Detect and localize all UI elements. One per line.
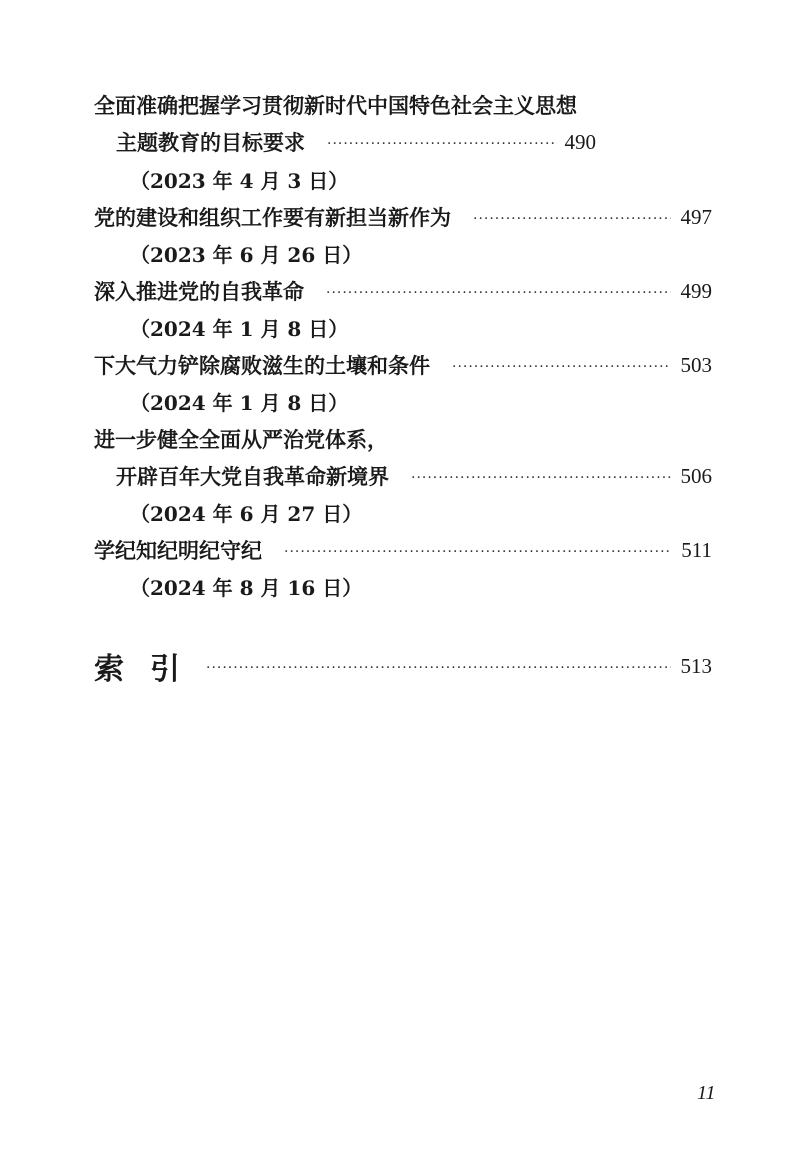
toc-entry-title: 下大气力铲除腐败滋生的土壤和条件 [94, 353, 430, 378]
leader-dots [452, 359, 671, 375]
toc-entry-title-continued[interactable] [0, 124, 674, 160]
toc-entry-date: （2023 年 6 月 26 日） [130, 242, 363, 267]
toc-entry-title-continued[interactable] [0, 458, 790, 494]
toc-entry-date: （2024 年 6 月 27 日） [130, 501, 363, 526]
toc-entry-title-line2: 开辟百年大党自我革命新境界 [116, 464, 389, 489]
toc-page-number: 497 [680, 204, 712, 229]
toc-entry-title: 党的建设和组织工作要有新担当新作为 [94, 205, 451, 230]
leader-dots [411, 470, 671, 486]
toc-page-number: 503 [680, 352, 712, 377]
toc-entry-date: （2024 年 1 月 8 日） [130, 390, 349, 415]
leader-dots [327, 136, 555, 152]
toc-entry-title: 深入推进党的自我革命 [94, 279, 304, 304]
page-folio: 11 [697, 1082, 716, 1104]
toc-entry-title-line2: 主题教育的目标要求 [116, 130, 305, 155]
toc-entry-date: （2024 年 1 月 8 日） [130, 316, 349, 341]
toc-entry-title-line1: 进一步健全全面从严治党体系， [94, 427, 388, 452]
toc-page-number: 513 [680, 653, 712, 678]
toc-entry-title[interactable] [0, 421, 790, 457]
toc-entry[interactable] [0, 273, 790, 309]
leader-dots [473, 211, 671, 227]
toc-entry-title-line1: 全面准确把握学习贯彻新时代中国特色社会主义思想 [94, 93, 577, 118]
toc-entry[interactable] [0, 347, 790, 383]
toc-entry-date: （2023 年 4 月 3 日） [130, 168, 349, 193]
leader-dots [206, 660, 671, 676]
toc-page-number: 511 [681, 537, 712, 562]
toc-entry-title[interactable] [0, 87, 790, 123]
toc-entry-date: （2024 年 8 月 16 日） [130, 575, 363, 600]
toc-page-number: 506 [680, 463, 712, 488]
toc-index-entry[interactable] [0, 642, 790, 690]
leader-dots [326, 285, 671, 301]
toc-entry[interactable] [0, 532, 790, 568]
index-heading: 索引 [94, 652, 206, 687]
toc-entry-title: 学纪知纪明纪守纪 [94, 538, 262, 563]
toc-page-number: 499 [680, 278, 712, 303]
toc-entry[interactable] [0, 199, 790, 235]
leader-dots [284, 544, 671, 560]
toc-page-number: 490 [564, 129, 596, 154]
